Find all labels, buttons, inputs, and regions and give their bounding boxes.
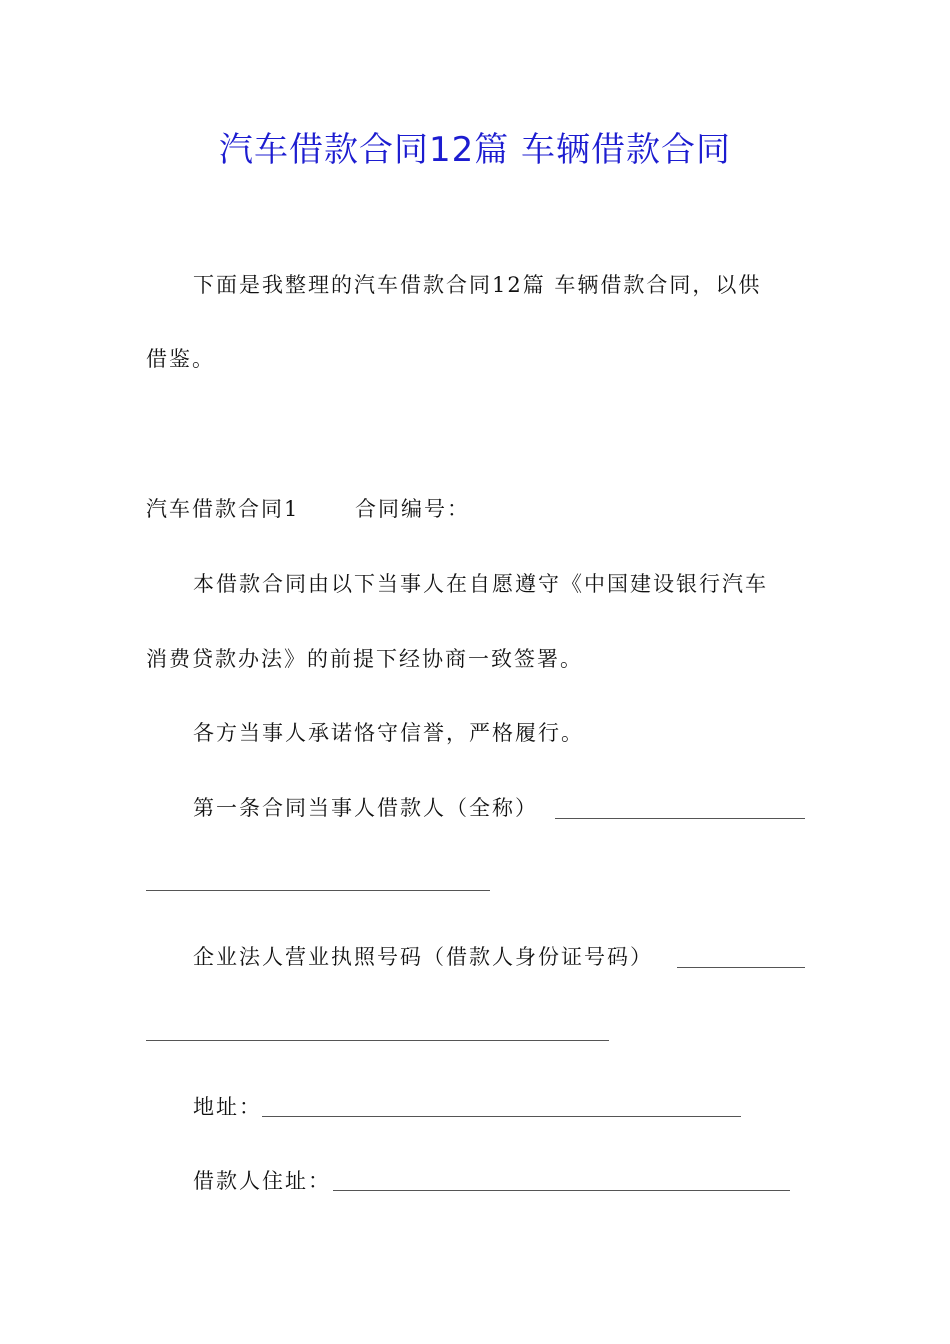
intro-line-2: 借鉴。 <box>146 347 215 371</box>
business-license-label: 企业法人营业执照号码（借款人身份证号码） <box>193 945 653 969</box>
section-heading: 汽车借款合同1 <box>146 497 300 521</box>
document-title: 汽车借款合同12篇 车辆借款合同 <box>218 130 732 170</box>
borrower-residence-label: 借款人住址： <box>193 1169 331 1193</box>
borrower-name-blank-2 <box>146 890 490 891</box>
license-number-blank-2 <box>146 1040 609 1041</box>
contract-number-label: 合同编号： <box>355 497 470 521</box>
address-blank <box>262 1116 741 1117</box>
license-number-blank-1 <box>677 967 805 968</box>
article-1-borrower-label: 第一条合同当事人借款人（全称） <box>193 796 538 820</box>
intro-line-1: 下面是我整理的汽车借款合同12篇 车辆借款合同，以供 <box>193 273 762 297</box>
residence-blank <box>333 1190 790 1191</box>
paragraph-1-line-1: 本借款合同由以下当事人在自愿遵守《中国建设银行汽车 <box>193 572 768 596</box>
paragraph-1-line-2: 消费贷款办法》的前提下经协商一致签署。 <box>146 647 583 671</box>
borrower-name-blank-1 <box>555 818 805 819</box>
address-label: 地址： <box>193 1095 262 1119</box>
paragraph-2: 各方当事人承诺恪守信誉，严格履行。 <box>193 721 584 745</box>
